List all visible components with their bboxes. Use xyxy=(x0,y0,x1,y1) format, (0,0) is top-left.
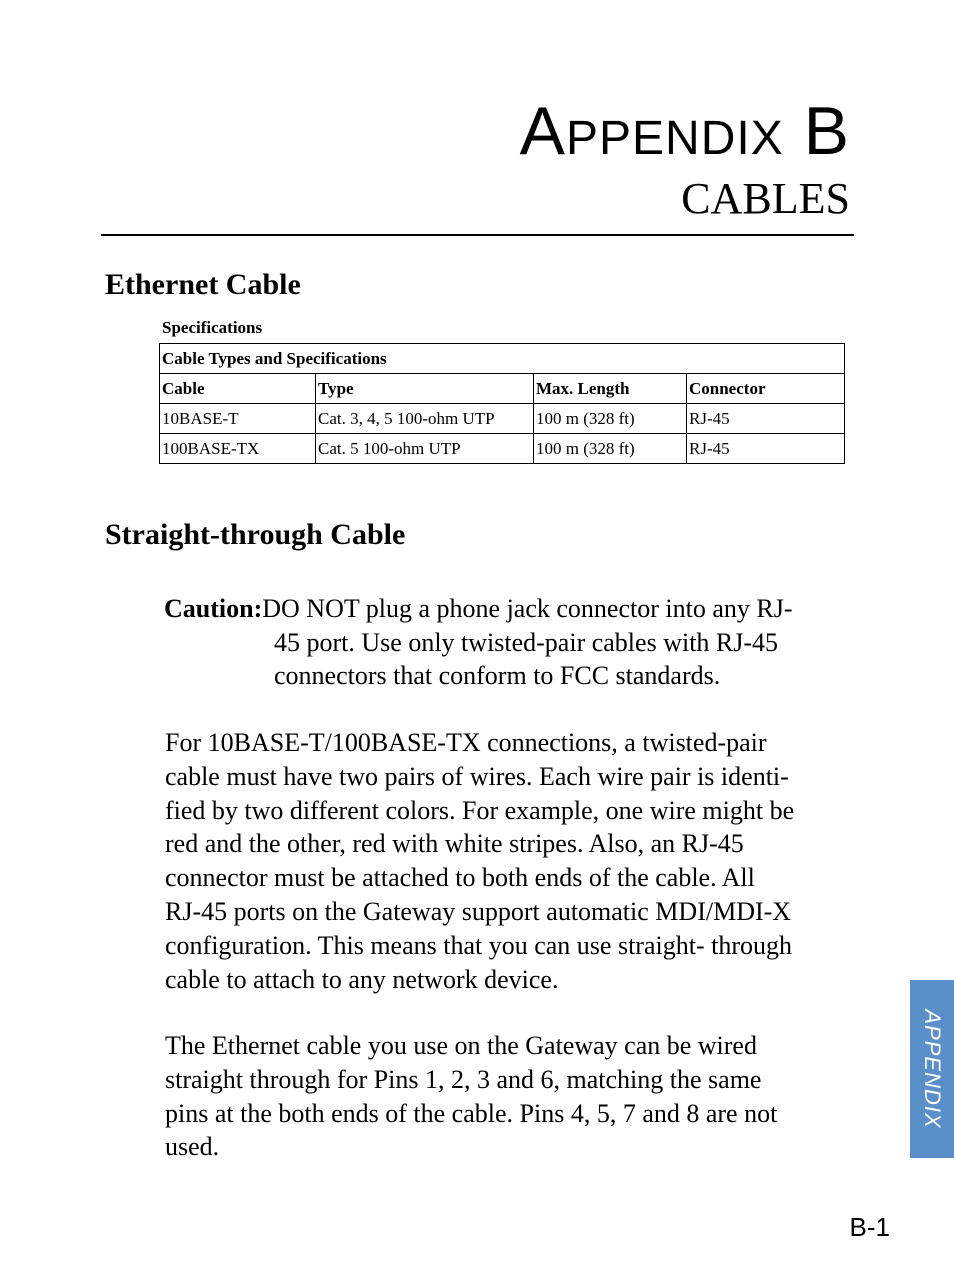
table-cell: RJ-45 xyxy=(687,434,845,464)
column-header: Type xyxy=(316,374,534,404)
column-header: Max. Length xyxy=(534,374,687,404)
paragraph-line: cable must have two pairs of wires. Each wire pair is identi- xyxy=(165,761,789,791)
table-row xyxy=(160,434,845,464)
section-heading-straight-through: Straight-through Cable xyxy=(105,518,406,551)
table-cell: 100 m (328 ft) xyxy=(534,404,687,434)
side-tab-label: APPENDIX xyxy=(920,1009,945,1129)
appendix-side-tab xyxy=(910,980,954,1158)
table-caption: Cable Types and Specifications xyxy=(160,344,845,374)
table-caption-row xyxy=(160,344,845,374)
paragraph-line: connector must be attached to both ends of the cable. All xyxy=(165,863,755,893)
table-cell: 10BASE-T xyxy=(160,404,316,434)
paragraph-line: pins at the both ends of the cable. Pins 4, 5, 7 and 8 are not xyxy=(165,1098,778,1128)
table-header-row xyxy=(160,374,845,404)
chapter-title: CABLES xyxy=(681,174,850,223)
table-cell: 100BASE-TX xyxy=(160,434,316,464)
paragraph-line: cable to attach to any network device. xyxy=(165,964,559,994)
column-header: Connector xyxy=(687,374,845,404)
caution-text: DO NOT plug a phone jack connector into any RJ- xyxy=(262,594,793,623)
title-divider xyxy=(101,234,854,236)
paragraph-pins xyxy=(165,1029,865,1164)
column-header: Cable xyxy=(160,374,316,404)
caution-note xyxy=(164,592,864,693)
caution-text: connectors that conform to FCC standards. xyxy=(274,661,721,690)
paragraph-line: For 10BASE-T/100BASE-TX connections, a twisted-pair xyxy=(165,728,767,757)
paragraph-wiring xyxy=(165,726,865,996)
paragraph-line: The Ethernet cable you use on the Gateway can be wired xyxy=(165,1031,757,1060)
table-cell: Cat. 5 100-ohm UTP xyxy=(316,434,534,464)
table-row xyxy=(160,404,845,434)
specifications-label: Specifications xyxy=(162,318,263,337)
section-heading-ethernet: Ethernet Cable xyxy=(105,268,301,301)
caution-text: 45 port. Use only twisted-pair cables with RJ-45 xyxy=(274,627,779,657)
page-number: B-1 xyxy=(849,1212,890,1242)
table-cell: Cat. 3, 4, 5 100-ohm UTP xyxy=(316,404,534,434)
appendix-title: Appendix B xyxy=(519,93,850,169)
table-cell: 100 m (328 ft) xyxy=(534,434,687,464)
paragraph-line: red and the other, red with white stripes. Also, an RJ-45 xyxy=(165,829,744,859)
caution-label: Caution: xyxy=(164,594,263,623)
paragraph-line: straight through for Pins 1, 2, 3 and 6, matching the same xyxy=(165,1064,762,1094)
paragraph-line: used. xyxy=(165,1132,220,1162)
paragraph-line: configuration. This means that you can use straight- through xyxy=(165,930,792,960)
table-cell: RJ-45 xyxy=(687,404,845,434)
caution-line xyxy=(164,592,864,626)
title-block xyxy=(520,92,850,224)
paragraph-line: RJ-45 ports on the Gateway support automatic MDI/MDI-X xyxy=(165,896,792,926)
paragraph-line: fied by two different colors. For example, one wire might be xyxy=(165,795,795,825)
cable-spec-table xyxy=(159,343,845,464)
